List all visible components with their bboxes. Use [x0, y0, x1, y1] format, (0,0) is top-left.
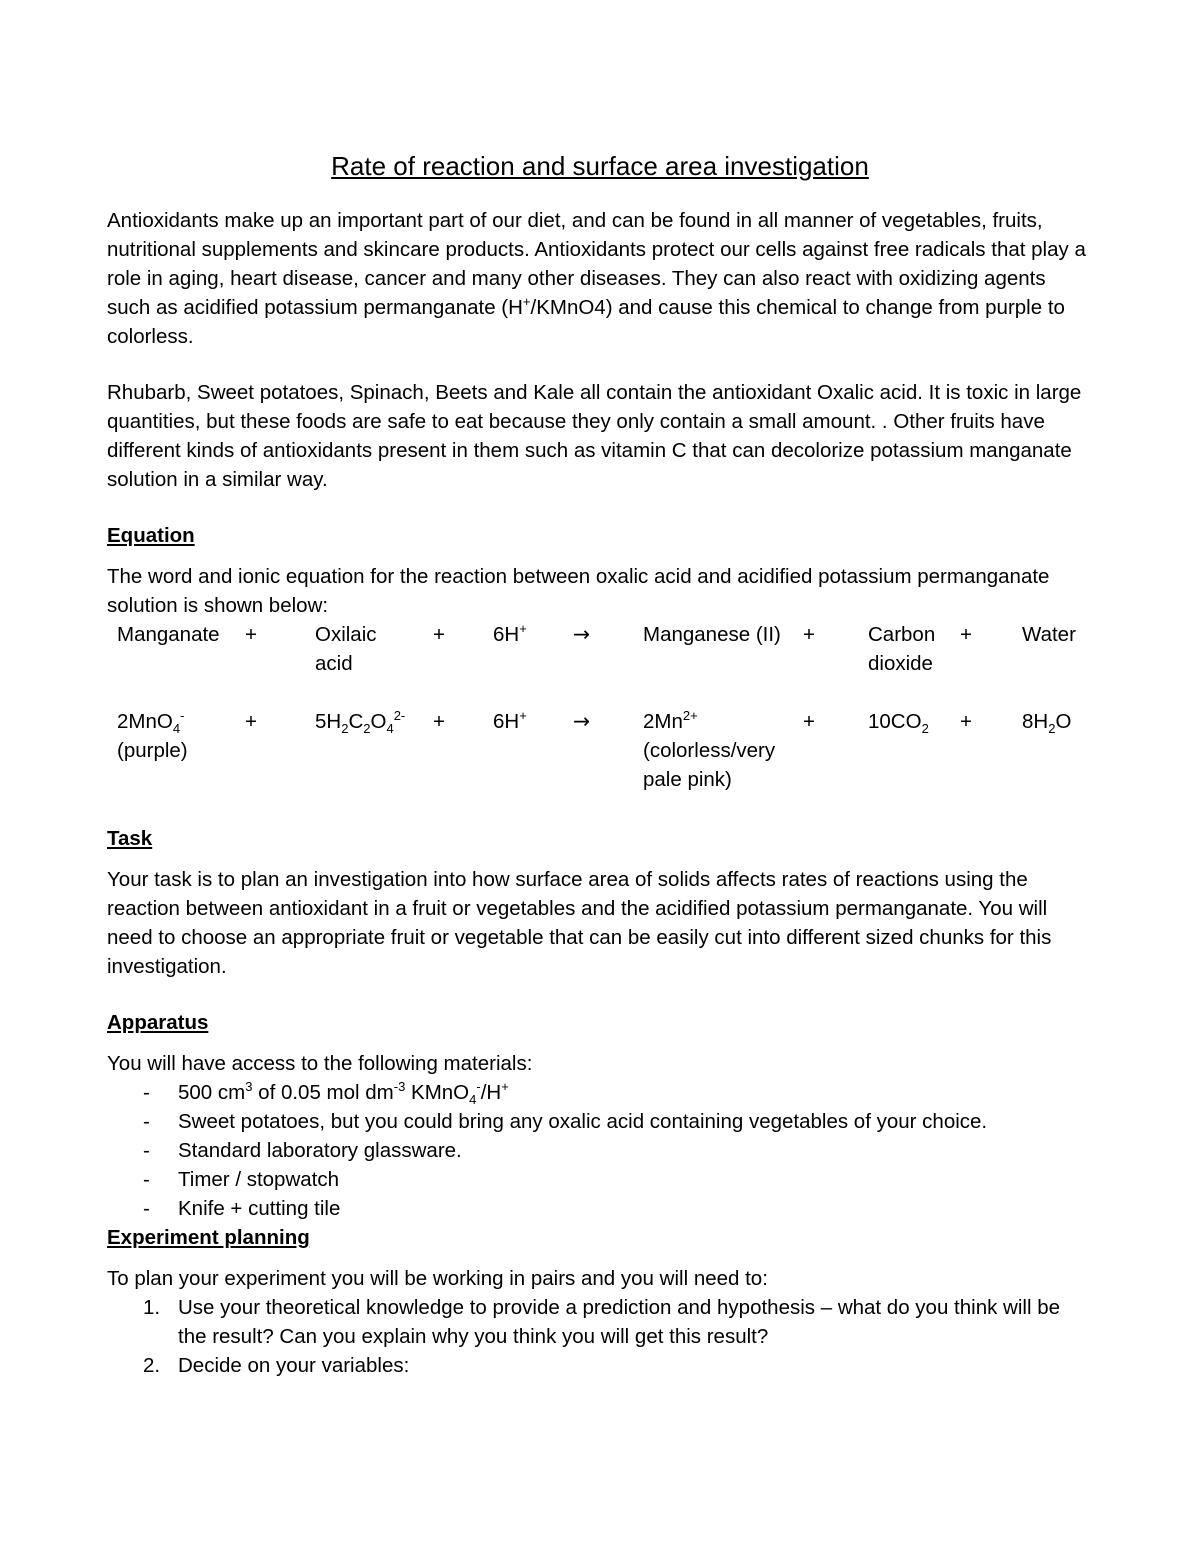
equation-intro: The word and ionic equation for the reaction between oxalic acid and acidified potassium permanganate solution is shown below:	[107, 565, 1050, 617]
intro-text-end: /KMnO4) and cause this chemical to change from purple to colorless.	[107, 296, 1065, 348]
apparatus-intro: You will have access to the following materials:	[107, 1052, 533, 1075]
list-item: - Standard laboratory glassware.	[143, 1139, 462, 1162]
equation-heading: Equation	[107, 524, 195, 547]
list-item: - Knife + cutting tile	[143, 1197, 341, 1220]
ionic-reactant-3: 6H+	[493, 708, 527, 733]
word-product-1: Manganese (II)	[643, 623, 781, 646]
plus-sign: +	[803, 623, 815, 646]
intro-text: Antioxidants make up an important part of our diet, and can be found in all manner of vegetables, fruits, nutritional supplements and skincare products. Antioxidants protect our cells against free radicals that play a role in aging, heart disease, cancer and many other diseases. They can also react with oxidizing agents such as acidified potassium permanganate (H	[107, 209, 1086, 319]
word-reactant-3: 6H+	[493, 621, 527, 646]
task-paragraph: Your task is to plan an investigation into how surface area of solids affects rates of reactions using the reaction between antioxidant in a fruit or vegetables and the acidified potassium permanganate. You will need to choose an appropriate fruit or vegetable that can be easily cut into different sized chunks for this investigation.	[107, 868, 1052, 978]
arrow-icon: →	[573, 622, 591, 646]
list-item: 1. Use your theoretical knowledge to provide a prediction and hypothesis – what do you think will be the result? Can you explain why you think you will get this result?	[143, 1296, 1061, 1348]
intro-paragraph-2: Rhubarb, Sweet potatoes, Spinach, Beets and Kale all contain the antioxidant Oxalic acid. It is toxic in large quantities, but these foods are safe to eat because they only contain a small amount. . Other fruits have different kinds of antioxidants present in them such as vitamin C that can decolorize potassium manganate solution in a similar way.	[107, 381, 1082, 491]
ionic-reactant-2: $5H_2C_2O_4^{2-}$	[315, 708, 406, 737]
list-item: - Sweet potatoes, but you could bring any oxalic acid containing vegetables of your choice.	[143, 1110, 988, 1133]
ionic-product-2: $10CO_2$	[868, 710, 929, 737]
word-reactant-1: Manganate	[117, 623, 220, 646]
ionic-product-1: $2Mn^{2+}$ (colorless/very pale pink)	[643, 708, 776, 791]
arrow-icon: →	[573, 709, 591, 733]
intro-paragraph-1	[107, 206, 1093, 351]
word-product-2: Carbon dioxide	[868, 623, 936, 675]
planning-heading: Experiment planning	[107, 1226, 310, 1249]
word-reactant-2: Oxilaic acid	[315, 623, 377, 675]
equation-table	[107, 620, 1092, 794]
apparatus-list	[107, 1078, 1093, 1223]
page-title: Rate of reaction and surface area investigation	[331, 151, 869, 181]
planning-steps	[107, 1293, 1093, 1380]
plus-sign: +	[803, 710, 815, 733]
ionic-reactant-1: 2MnO$_4$- (purple)	[117, 708, 188, 762]
document-page	[107, 140, 1093, 1380]
plus-sign: +	[245, 623, 257, 646]
ionic-product-3: $8H_2O$	[1022, 710, 1072, 737]
plus-sign: +	[245, 710, 257, 733]
plus-sign: +	[960, 623, 972, 646]
superscript: +	[522, 294, 531, 310]
list-item: 2. Decide on your variables:	[143, 1354, 410, 1377]
task-heading: Task	[107, 827, 153, 850]
plus-sign: +	[433, 623, 445, 646]
planning-intro: To plan your experiment you will be working in pairs and you will need to:	[107, 1267, 768, 1290]
list-item: - 500 $cm^3$ of 0.05 mol $dm^{-3}$ KMnO$_4$-/H+	[143, 1079, 509, 1108]
word-equation-row	[107, 620, 1092, 707]
word-product-3: Water	[1022, 623, 1076, 646]
plus-sign: +	[433, 710, 445, 733]
ionic-equation-row	[107, 707, 1092, 794]
apparatus-heading: Apparatus	[107, 1011, 209, 1034]
plus-sign: +	[960, 710, 972, 733]
list-item: - Timer / stopwatch	[143, 1168, 340, 1191]
